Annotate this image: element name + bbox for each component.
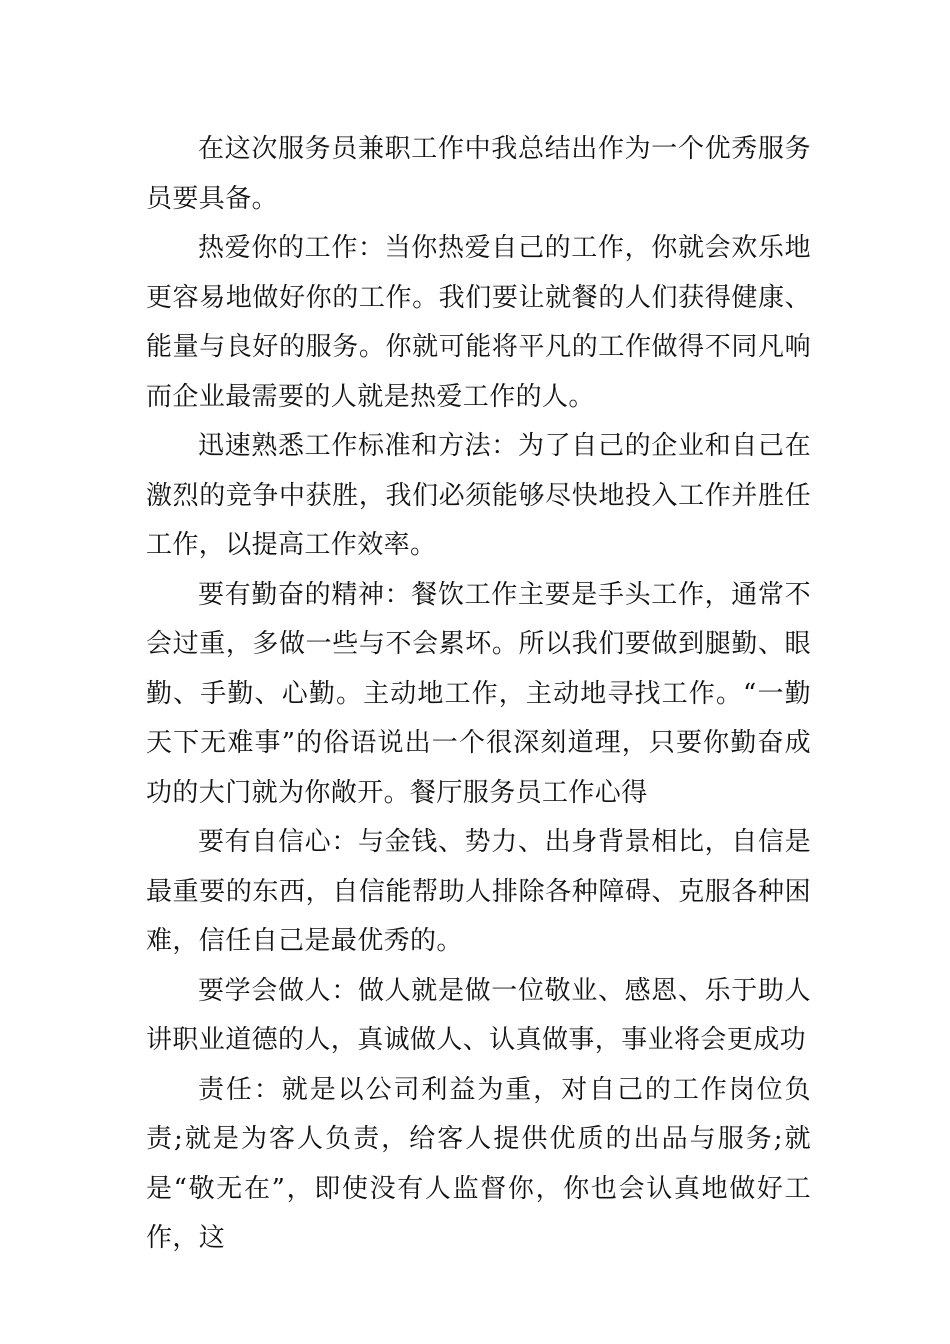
paragraph-standards: 迅速熟悉工作标准和方法：为了自己的企业和自己在激烈的竞争中获胜，我们必须能够尽快地投入工作并胜任工作，以提高工作效率。 [146,431,811,560]
paragraph-confidence: 要有自信心：与金钱、势力、出身背景相比，自信是最重要的东西，自信能帮助人排除各种障碍、克服各种困难，信任自己是最优秀的。 [146,827,811,956]
document-body [146,125,811,1264]
paragraph-diligence: 要有勤奋的精神：餐饮工作主要是手头工作，通常不会过重，多做一些与不会累坏。所以我们要做到腿勤、眼勤、手勤、心勤。主动地工作，主动地寻找工作。“一勤天下无难事”的俗语说出一个很深刻道理，只要你勤奋成功的大门就为你敞开。餐厅服务员工作心得 [146,579,811,808]
paragraph-intro: 在这次服务员兼职工作中我总结出作为一个优秀服务员要具备。 [146,134,811,214]
paragraph-love-work: 热爱你的工作：当你热爱自己的工作，你就会欢乐地更容易地做好你的工作。我们要让就餐的人们获得健康、能量与良好的服务。你就可能将平凡的工作做得不同凡响而企业最需要的人就是热爱工作的人。 [146,233,811,412]
paragraph-be-good-person: 要学会做人：做人就是做一位敬业、感恩、乐于助人讲职业道德的人，真诚做人、认真做事，事业将会更成功 [146,975,811,1055]
paragraph-responsibility: 责任：就是以公司利益为重，对自己的工作岗位负责;就是为客人负责，给客人提供优质的出品与服务;就是“敬无在”，即使没有人监督你，你也会认真地做好工作，这 [146,1074,811,1253]
